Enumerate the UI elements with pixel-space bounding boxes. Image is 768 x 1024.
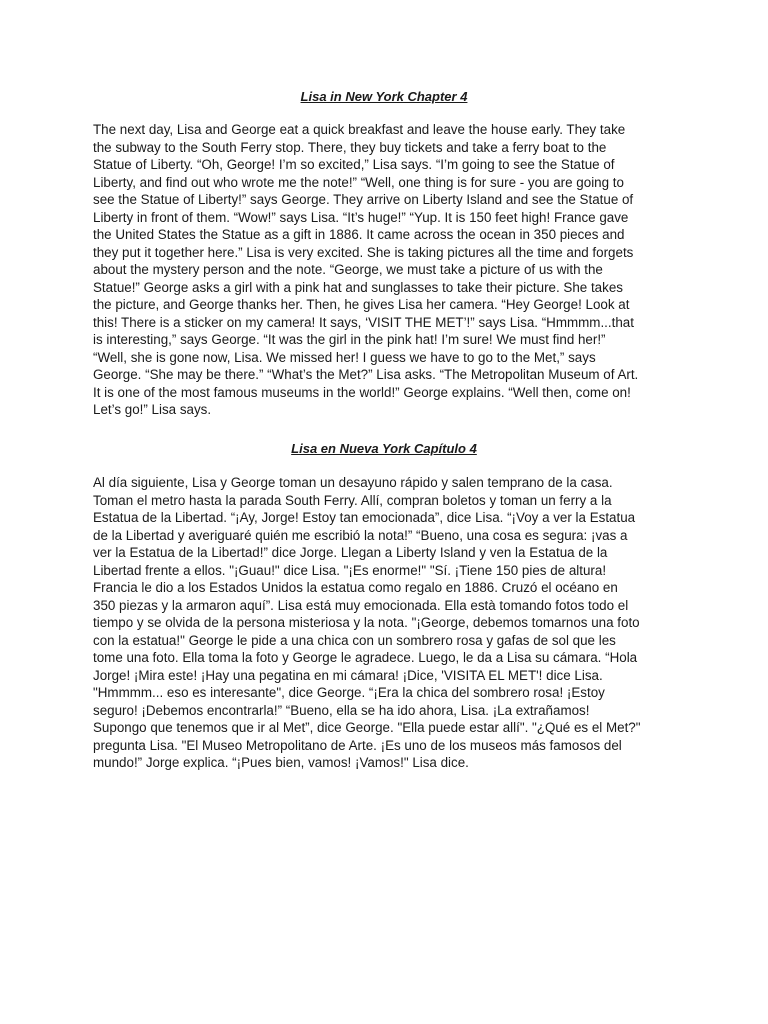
spanish-chapter-title: Lisa en Nueva York Capítulo 4 xyxy=(291,441,477,456)
text-line: the United States the Statue as a gift in 1886. It came across the ocean in 350 pieces and xyxy=(93,227,625,242)
text-line: they put it together here.” Lisa is very excited. She is taking pictures all the time and forgets xyxy=(93,244,634,260)
text-line: is interesting,” says George. “It was the girl in the pink hat! I’m sure! We must find her!” xyxy=(93,332,606,347)
spanish-story-body xyxy=(93,474,675,772)
english-paragraph xyxy=(93,121,675,419)
text-line: see the Statue of Liberty!” says George. They arrive on Liberty Island and see the Statue of xyxy=(93,192,634,207)
text-line: the picture, and George thanks her. Then, he gives Lisa her camera. “Hey George! Look at xyxy=(93,297,630,312)
text-line: mundo!” Jorge explica. “¡Pues bien, vamos! ¡Vamos!" Lisa dice. xyxy=(93,755,469,770)
text-line: Supongo que tenemos que ir al Met”, dice George. "Ella puede estar allí". "¿Qué es el Met?" xyxy=(93,720,641,735)
text-line: Statue!” George asks a girl with a pink hat and sunglasses to take their picture. She takes xyxy=(93,279,623,295)
text-line: It is one of the most famous museums in the world!” George explains. “Well then, come on! xyxy=(93,384,631,400)
spanish-title-block xyxy=(93,440,675,457)
text-line: Statue of Liberty. “Oh, George! I’m so excited,” Lisa says. “I’m going to see the Statue of xyxy=(93,157,615,172)
text-line: Liberty in front of them. “Wow!” says Lisa. “It’s huge!” “Yup. It is 150 feet high! France gave xyxy=(93,209,629,225)
text-line: about the mystery person and the note. “George, we must take a picture of us with the xyxy=(93,262,603,277)
english-story-body xyxy=(93,121,675,419)
text-line: tiempo y se olvida de la persona misteriosa y la nota. "¡George, debemos tomarnos una foto xyxy=(93,615,640,630)
text-line: Toman el metro hasta la parada South Ferry. Allí, compran boletos y toman un ferry a la xyxy=(93,492,612,508)
text-line: tome una foto. Ella toma la foto y George le agradece. Luego, le da a Lisa su cámara. “Hola xyxy=(93,650,638,665)
text-line: ver la Estatua de la Libertad!” dice Jorge. Llegan a Liberty Island y ven la Estatua de la xyxy=(93,545,608,560)
text-line: this! There is a sticker on my camera! It says, ‘VISIT THE MET’!” says Lisa. “Hmmmm...that xyxy=(93,314,634,330)
text-line: Let’s go!” Lisa says. xyxy=(93,402,212,417)
text-line: Jorge! ¡Mira este! ¡Hay una pegatina en mi cámara! ¡Dice, 'VISITA EL MET'! dice Lisa. xyxy=(93,667,603,683)
text-line: George. “She may be there.” “What’s the Met?” Lisa asks. “The Metropolitan Museum of Art. xyxy=(93,367,639,382)
text-line: Libertad frente a ellos. "¡Guau!" dice Lisa. "¡Es enorme!" "Sí. ¡Tiene 150 pies de altura! xyxy=(93,562,607,578)
text-line: Liberty, and find out who wrote me the note!” “Well, one thing is for sure - you are going to xyxy=(93,174,624,190)
text-line: pregunta Lisa. "El Museo Metropolitano de Arte. ¡Es uno de los museos más famosos del xyxy=(93,737,622,753)
text-line: The next day, Lisa and George eat a quick breakfast and leave the house early. They take xyxy=(93,122,626,137)
text-line: con la estatua!" George le pide a una chica con un sombrero rosa y gafas de sol que les xyxy=(93,632,616,648)
text-line: the subway to the South Ferry stop. There, they buy tickets and take a ferry boat to the xyxy=(93,139,607,155)
text-line: Al día siguiente, Lisa y George toman un desayuno rápido y salen temprano de la casa. xyxy=(93,475,613,490)
text-line: Estatua de la Libertad. “¡Ay, Jorge! Estoy tan emocionada”, dice Lisa. “¡Voy a ver la Estatua xyxy=(93,510,636,525)
spanish-paragraph xyxy=(93,474,675,772)
text-line: 350 piezas y la armaron aquí”. Lisa está muy emocionada. Ella està tomando fotos todo el xyxy=(93,597,629,613)
text-line: de la Libertad y averiguaré quién me escribió la nota!” “Bueno, una cosa es segura: ¡vas a xyxy=(93,527,628,543)
text-line: "Hmmmm... eso es interesante", dice George. “¡Era la chica del sombrero rosa! ¡Estoy xyxy=(93,685,605,700)
text-line: seguro! ¡Debemos encontrarla!” “Bueno, ella se ha ido ahora, Lisa. ¡La extrañamos! xyxy=(93,702,590,718)
text-line: Francia le dio a los Estados Unidos la estatua como regalo en 1886. Cruzó el océano en xyxy=(93,580,618,595)
english-chapter-title: Lisa in New York Chapter 4 xyxy=(300,89,468,104)
english-title-block xyxy=(93,88,675,105)
text-line: “Well, she is gone now, Lisa. We missed her! I guess we have to go to the Met,” says xyxy=(93,349,596,365)
